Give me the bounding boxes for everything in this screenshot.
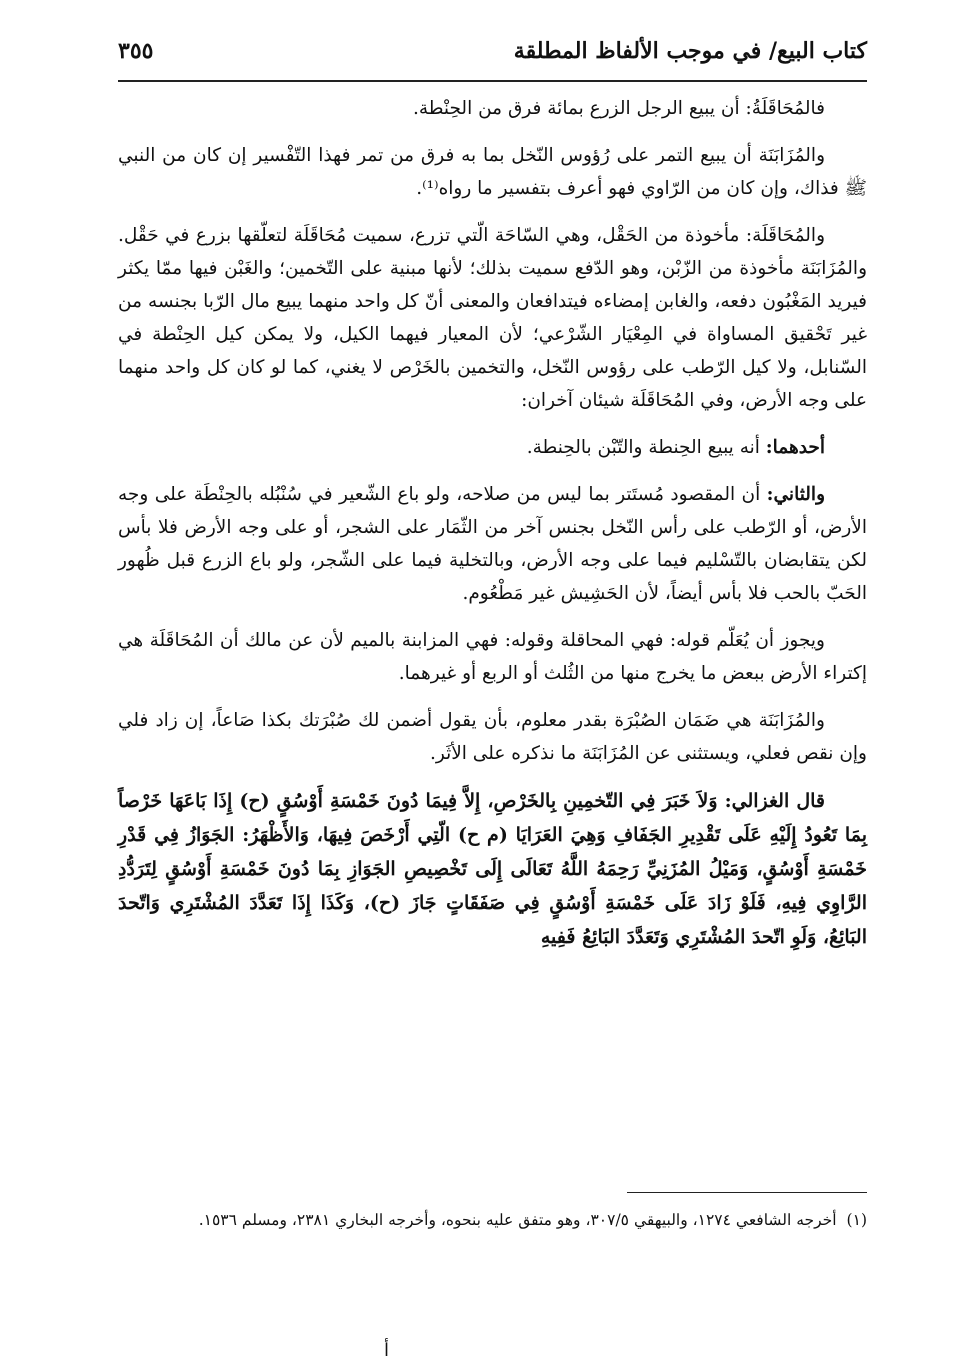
paragraph-ghazali-quote [118,784,867,954]
footnote-label: (١) [846,1211,867,1229]
paragraph-etymology: والمُحَاقَلَة: مأخوذة من الحَقْل، وهي السّاحَة الّتي تزرع، سميت مُحَاقَلَة لتعلّقها بزرع في حَقْل. والمُزَابَنَة مأخوذة من الزّبْن، وهو الدّفع سميت بذلك؛ لأنها مبنية على التّخمين؛ والغَبْن فيها ممّا يكثر فيريد المَغْبُون دفعه، والغابن إمضاءه فيتدافعان والمعنى أنّ كل واحد منهما يبيع مال الرّبا بجنسه من غير تَحْقيق المساواة في المِعْيَار الشّرْعي؛ لأن المعيار فيهما الكيل، ولا يمكن كيل الحِنْطة في السّنابل، ولا كيل الرّطب على رؤوس النّخل، والتخمين بالخَرْص لا يغني، كما لو كان كل واحد منهما على وجه الأرض، وفي المُحَاقَلَة شيئان آخران: [118,225,867,411]
quote-text: وَلاَ خَبَرَ فِي التّخمِينِ بِالخَرْصِ، إِلاَّ فِيمَا دُونَ خَمْسَةِ أَوْسُقٍ (ح) إِذَا بَاعَهَا خَرْصاً بِمَا تَعُودُ إِلَيْهِ عَلَى تَقْدِيرِ الجَفَافِ وَهِيَ العَرَايَا (م ح) الّتِي أَرْخَصَ فِيهَا، وَالأَظْهَرُ: الجَوَازُ فِي قَدْرِ خَمْسَةِ أَوْسُقٍ، وَمَيْلُ المُزَنِيِّ رَحِمَهُ اللَّهُ تَعَالَى إِلَى تَخْصِيصِ الجَوَازِ بِمَا دُونَ خَمْسَةِ أَوْسُقٍ لِتَرَدُّدِ الرَّاوِي فِيهِ، فَلَوْ زَادَ عَلَى خَمْسَةِ أَوْسُقٍ فِي صَفَقَاتٍ جَازَ (ح)، وَكَذَا إِذَا تَعَدَّدَ المُشْتَرِي وَاتّحدَ البَائِعُ، وَلَوِ اتّحدَ المُشْتَرِي وَتَعَدَّدَ البَائِعُ فَفِيهِ [118,790,867,948]
signature-mark: أ [384,1340,390,1361]
footnote-text: أخرجه الشافعي ١٢٧٤، والبيهقي ٣٠٧/٥، وهو متفق عليه بنحوه، وأخرجه البخاري ٢٣٨١، ومسلم ١٥٣٦. [198,1211,837,1229]
page-header [118,28,867,82]
first-point-text: أنه يبيع الحِنطة والتّبْن بالحِنطة. [526,437,766,458]
paragraph-malik-opinion: ويجوز أن يُعَلّم قوله: فهي المحاقلة وقوله: فهي المزابنة بالميم لأن عن مالك أن المُحَاقَلَة هي إكتراء الأرض ببعض ما يخرج منها من الثُلث أو الربع أو غيرهما. [118,630,867,684]
running-title: كتاب البيع/ في موجب الألفاظ المطلقة [513,38,867,64]
paragraph-second-point [118,478,867,610]
first-point-lead: أحدهما: [765,437,825,458]
paragraph-subra: والمُزَابَنَة هي ضَمَان الصُبْرَة بقدر معلوم، بأن يقول أضمن لك صُبْرَتك بكذا صَاعاً، إن زاد فلي وإن نقص فعلي، ويستثنى عن المُزَابَنَة ما نذكره على الأثَر. [118,710,867,764]
footnote-separator [627,1192,867,1193]
paragraph-muzabana-definition: والمُزَابَنَة أن يبيع التمر على رُؤوس النّخل بما به فرق من تمر فهذا التّفْسير إن كان من النبي ﷺ فذاك، وإن كان من الرّاوي فهو أعرف بتفسير ما رواه⁽¹⁾. [118,145,867,199]
second-point-lead: والثاني: [766,484,825,505]
quote-lead: قال الغزالي: [724,790,825,812]
footnote [118,1206,867,1234]
second-point-text: أن المقصود مُستَتر بما ليس من صلاحه، ولو باع الشّعير في سُنْبُله بالحِنْطَة على وجه الأرض، أو الرّطب على رأس النّخل بجنس آخر من الثّمَار على الشجر، أو على وجه الأرض فلا بأس لكن يتقابضان بالتّسْليم فيما على وجه الأرض، وبالتخلية فيما على الشّجر، ولو باع الزرع قبل ظُهور الحَبّ بالحب فلا بأس أيضاً، لأن الحَشِيش غير مَطْعُوم. [118,484,867,604]
paragraph-muhaqala-definition: فالمُحَاقَلَةُ: أن يبيع الرجل الزرع بمائة فرق من الحِنْطة. [412,98,825,119]
page-number: ٣٥٥ [118,38,154,64]
main-text [118,92,867,968]
paragraph-first-point [118,431,867,464]
